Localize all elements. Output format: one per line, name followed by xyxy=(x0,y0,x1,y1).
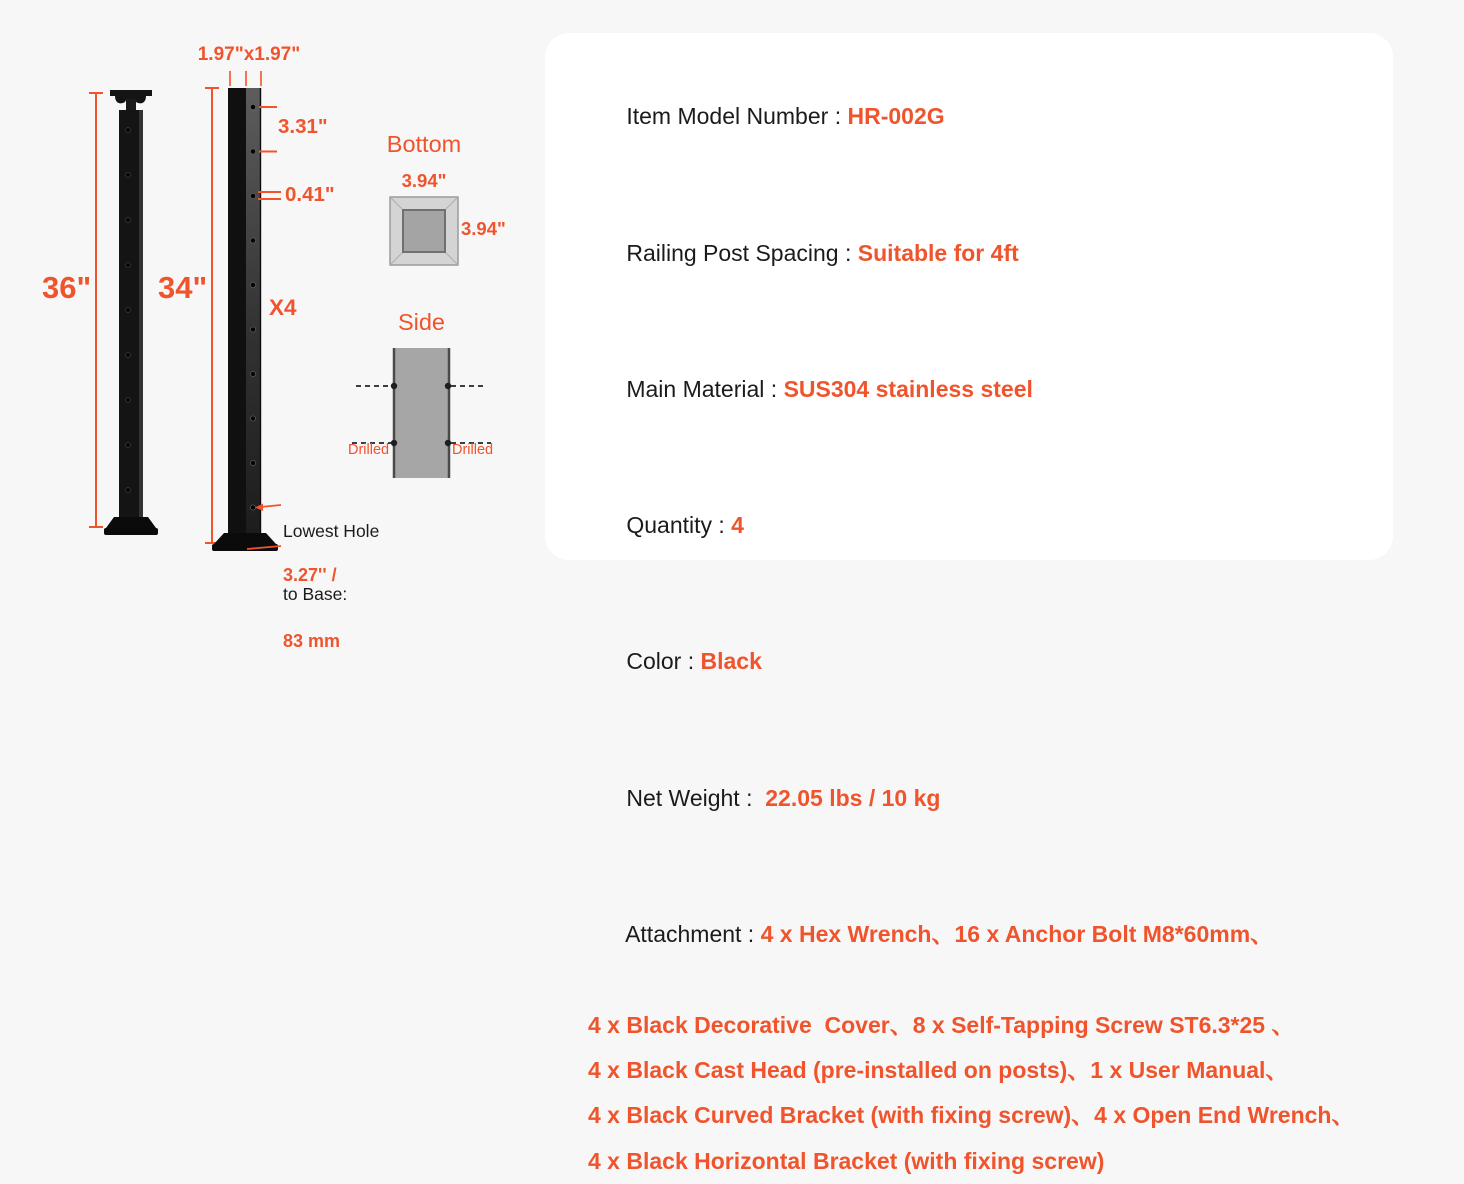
spec-label: Railing Post Spacing : xyxy=(626,239,858,266)
dimension-line-34 xyxy=(205,88,219,543)
spec-row-material xyxy=(588,321,1365,457)
spec-row-weight xyxy=(588,730,1365,866)
right-post-base xyxy=(214,533,276,544)
spec-card xyxy=(545,33,1393,1174)
lowest-hole-note-line1: Lowest Hole xyxy=(283,521,380,541)
attachment-continuation-line: 4 x Black Curved Bracket (with fixing screw)、4 x Open End Wrench、 xyxy=(588,1102,1355,1129)
right-post-height-label: 34" xyxy=(158,270,208,305)
spec-value: 4 xyxy=(731,512,744,539)
hole-diameter-label: 0.41" xyxy=(285,183,335,206)
top-dimension-leaders xyxy=(230,71,261,86)
hole-spacing-leaders xyxy=(259,107,277,152)
lowest-hole-value-line2: 83 mm xyxy=(283,631,341,651)
spec-row-attachment xyxy=(588,866,1365,1002)
spec-value: 22.05 lbs / 10 kg xyxy=(765,784,941,811)
hole-spacing-label: 3.31" xyxy=(278,115,328,138)
spec-row-spacing xyxy=(588,185,1365,321)
spec-label: Main Material : xyxy=(626,375,784,402)
left-post-base xyxy=(106,517,156,528)
attachment-continuation-line: 4 x Black Cast Head (pre-installed on posts)、1 x User Manual、 xyxy=(588,1056,1289,1083)
spec-label: Color : xyxy=(626,648,701,675)
attachment-continuation-line: 4 x Black Decorative Cover、8 x Self-Tapping Screw ST6.3*25 、 xyxy=(588,1011,1295,1038)
spec-value: 4 x Hex Wrench、16 x Anchor Bolt M8*60mm、 xyxy=(760,920,1274,947)
top-section-dimension-label: 1.97"x1.97" xyxy=(197,44,301,65)
spec-value: HR-002G xyxy=(847,103,945,130)
spec-label: Item Model Number : xyxy=(626,103,848,130)
spec-label: Attachment : xyxy=(625,920,761,947)
bottom-view-depth-label: 3.94" xyxy=(461,218,506,239)
bottom-view-title: Bottom xyxy=(386,131,462,157)
drilled-label-left: Drilled xyxy=(348,442,390,458)
left-post xyxy=(104,90,158,535)
lowest-hole-value-line1: 3.27'' / xyxy=(283,565,337,585)
left-post-height-label: 36" xyxy=(42,270,92,305)
lowest-hole-value xyxy=(283,520,340,696)
spec-value: Black xyxy=(700,648,762,675)
spec-row-quantity xyxy=(588,458,1365,594)
dimension-line-36 xyxy=(89,93,103,527)
drilled-label-right: Drilled xyxy=(452,442,494,458)
bottom-view-width-label: 3.94" xyxy=(401,170,447,191)
spec-row-color xyxy=(588,594,1365,730)
lowest-hole-note-line2: to Base: xyxy=(283,584,348,604)
side-view-title: Side xyxy=(397,309,446,335)
spec-value: Suitable for 4ft xyxy=(857,239,1019,266)
hole-diameter-leaders xyxy=(258,192,281,199)
pack-quantity-label: X4 xyxy=(269,295,297,320)
post-diagram xyxy=(0,0,545,651)
spec-label: Net Weight : xyxy=(626,784,766,811)
bottom-view-drawing xyxy=(390,197,458,265)
spec-label: Quantity : xyxy=(626,512,732,539)
attachment-continuation-line: 4 x Black Horizontal Bracket (with fixing screw) xyxy=(588,1147,1105,1174)
spec-row-model xyxy=(588,49,1365,185)
side-view-drawing xyxy=(352,348,494,478)
spec-value: SUS304 stainless steel xyxy=(783,375,1033,402)
